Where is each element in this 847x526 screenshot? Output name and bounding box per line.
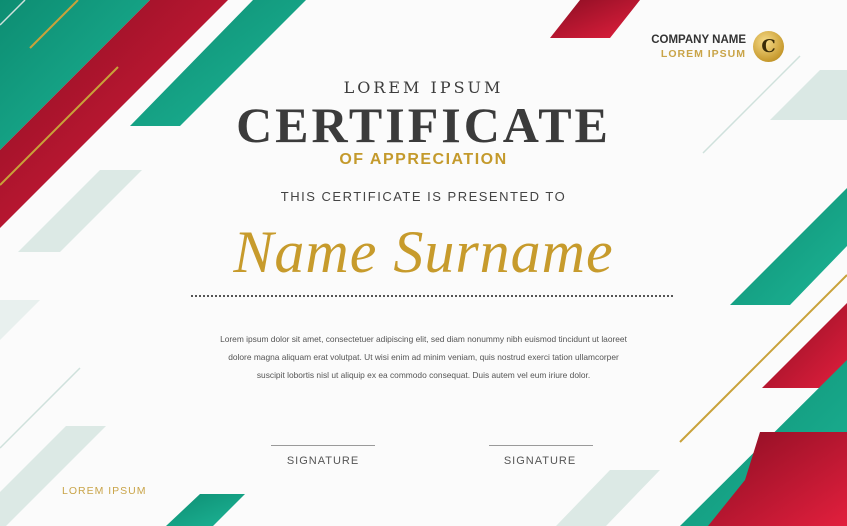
certificate-title: CERTIFICATE bbox=[236, 97, 611, 153]
stripe-red bbox=[550, 0, 640, 38]
stripe-teal bbox=[166, 494, 245, 526]
company-tagline: LOREM IPSUM bbox=[660, 48, 746, 60]
certificate-body bbox=[185, 330, 662, 384]
signature-label-left: SIGNATURE bbox=[286, 455, 360, 467]
body-line: suscipit lobortis nisl ut aliquip ex ea commodo consequat. Duis autem vel eum iriure dolor. bbox=[256, 370, 591, 380]
company-logo-icon: C bbox=[753, 31, 784, 62]
footer-text: LOREM IPSUM bbox=[62, 485, 147, 497]
certificate-kicker: LOREM IPSUM bbox=[343, 78, 504, 97]
body-line: Lorem ipsum dolor sit amet, consectetuer adipiscing elit, sed diam nonummy nibh euismod tincidunt ut laoreet bbox=[220, 334, 627, 344]
stripe-pale bbox=[0, 426, 106, 526]
signature-line-right bbox=[489, 445, 593, 446]
body-line: dolore magna aliquam erat volutpat. Ut wisi enim ad minim veniam, quis nostrud exerci tation ullamcorper bbox=[228, 352, 619, 362]
recipient-name: Name Surname bbox=[233, 219, 614, 285]
stripe-pale bbox=[0, 300, 40, 340]
company-name: COMPANY NAME bbox=[651, 34, 746, 46]
signature-label-right: SIGNATURE bbox=[503, 455, 577, 467]
signature-line-left bbox=[271, 445, 375, 446]
stripe-pale bbox=[556, 470, 660, 526]
name-underline bbox=[191, 295, 673, 297]
presented-to-label: THIS CERTIFICATE IS PRESENTED TO bbox=[280, 189, 567, 204]
certificate-subtitle: OF APPRECIATION bbox=[339, 151, 508, 168]
